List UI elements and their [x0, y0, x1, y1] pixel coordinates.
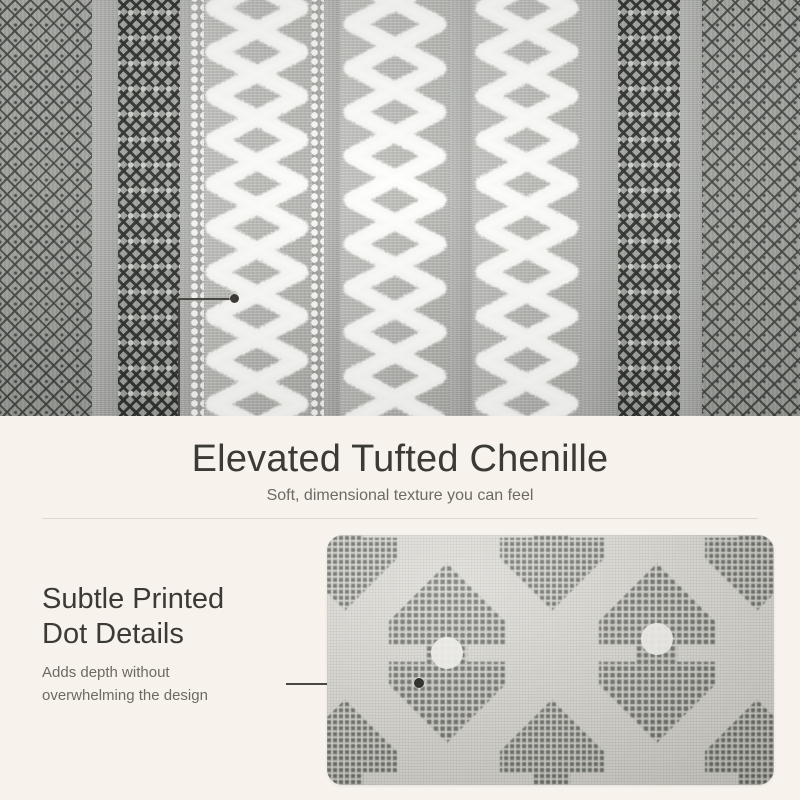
fabric-column-tufted-3	[472, 0, 582, 416]
inset-detail-photo	[327, 535, 774, 785]
diamond-band-holes	[118, 0, 180, 416]
diamond-band-holes	[618, 0, 680, 416]
tufted-zigzag-1	[202, 0, 312, 416]
lattice-dots	[0, 0, 92, 416]
tufted-zigzag-2	[340, 0, 450, 416]
fabric-column-tufted-1	[202, 0, 312, 416]
bottom-body	[42, 662, 272, 708]
callout-leader-vertical-top	[178, 298, 180, 428]
fabric-column-lattice-right	[702, 0, 800, 416]
fabric-column-plain-3	[322, 0, 340, 416]
bottom-title-line2: Dot Details	[42, 618, 184, 651]
fabric-column-diamond-band-1	[118, 0, 180, 416]
fabric-column-diamond-band-2	[618, 0, 680, 416]
headline-text: Elevated Tufted Chenille	[191, 438, 609, 480]
bottom-body-line1: Adds depth without	[42, 664, 170, 681]
fabric-column-plain-6	[680, 0, 702, 416]
printed-dot-motif	[327, 535, 774, 785]
bottom-body-line2: overwhelming the design	[42, 686, 208, 704]
fabric-column-plain-1	[92, 0, 118, 416]
bottom-title	[42, 582, 302, 653]
fabric-column-lattice-left	[0, 0, 92, 416]
section-divider	[42, 518, 758, 519]
fabric-column-plain-4	[450, 0, 472, 416]
tufted-zigzag-3	[472, 0, 582, 416]
lattice-dots	[702, 0, 800, 416]
fabric-column-tufted-2	[340, 0, 450, 416]
subhead-text: Soft, dimensional texture you can feel	[266, 487, 534, 504]
callout-dot-bottom	[414, 678, 424, 688]
bottom-title-line1: Subtle Printed	[42, 583, 225, 615]
callout-leader-horizontal-top	[178, 298, 232, 300]
callout-dot-top	[230, 294, 239, 303]
fabric-column-plain-5	[582, 0, 618, 416]
headline-band	[0, 416, 800, 520]
